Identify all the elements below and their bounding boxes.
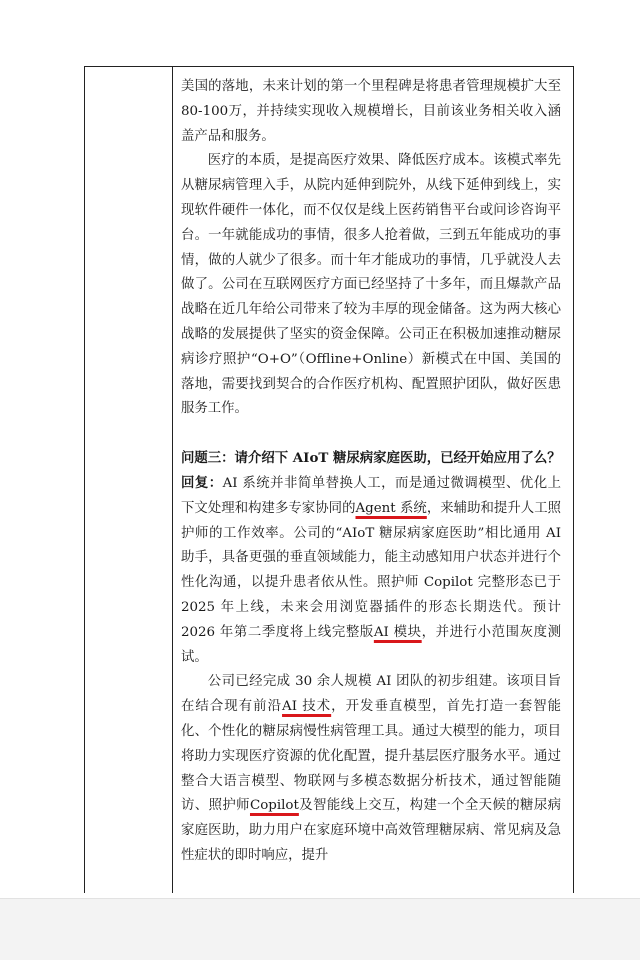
answer-text: 及智能线上交互，构建一个全天候的糖尿病家庭医助，助力用户在家庭环境中高效管理糖尿病、常见病及急性症状的即时响应，提升 bbox=[181, 798, 562, 863]
document-table bbox=[84, 66, 574, 893]
highlight-agent-system: Agent 系统 bbox=[355, 500, 427, 516]
table-content-cell bbox=[173, 67, 573, 893]
paragraph-continued: 美国的落地，未来计划的第一个里程碑是将患者管理规模扩大至80-100万，并持续实现收入规模增长，目前该业务相关收入涵盖产品和服务。 bbox=[181, 79, 561, 144]
highlight-copilot: Copilot bbox=[249, 798, 299, 814]
answer-paragraph-2 bbox=[181, 670, 561, 868]
answer-text: ，开发垂直模型，首先打造一套智能化、个性化的糖尿病慢性病管理工具。通过大模型的能力，项目将助力实现医疗资源的优化配置，提升基层医疗服务水平。通过整合大语言模型、物联网与多模态数据分析技术，通过智能随访、照护师 bbox=[181, 699, 562, 814]
answer-text: AI 系统并非简单替换人工，而是通过微调模型、优化上下文处理和构建多专家协同的 bbox=[181, 475, 562, 516]
question-three-heading: 问题三：请介绍下 AIoT 糖尿病家庭医助，已经开始应用了么？ bbox=[181, 450, 561, 467]
answer-text: ，并进行小范围灰度测试。 bbox=[181, 624, 561, 665]
answer-text: ，来辅助和提升人工照护师的工作效率。公司的“AIoT 糖尿病家庭医助”相比通用 AI 助手，具备更强的垂直领域能力，能主动感知用户状态并进行个性化沟通，以提升患者依从性。照护师 Copilot 完整形态已于 2025 年上线，未来会用浏览器插件的形态长期迭代。预计 2026 年第二季度将上线完整版 bbox=[181, 500, 562, 640]
answer-paragraph-1 bbox=[181, 471, 561, 670]
answer-label: 回复： bbox=[181, 474, 223, 491]
paragraph-gap bbox=[181, 422, 561, 446]
paragraph-medical-essence: 医疗的本质，是提高医疗效果、降低医疗成本。该模式率先从糖尿病管理入手，从院内延伸到院外，从线下延伸到线上，实现软件硬件一体化，而不仅仅是线上医药销售平台或问诊咨询平台。一年就能成功的事情，很多人抢着做，三到五年能成功的事情，做的人就少了很多。而十年才能成功的事情，几乎就没人去做了。公司在互联网医疗方面已经坚持了十多年，而且爆款产品战略在近几年给公司带来了较为丰厚的现金储备。这为两大核心战略的发展提供了坚实的资金保障。公司正在积极加速推动糖尿病诊疗照护“O+O”（Offline+Online）新模式在中国、美国的落地，需要找到契合的合作医疗机构、配置照护团队，做好医患服务工作。 bbox=[181, 153, 561, 417]
highlight-ai-module: AI 模块 bbox=[373, 624, 422, 640]
highlight-ai-technology: AI 技术 bbox=[282, 699, 332, 715]
answer-text: 公司已经完成 30 余人规模 AI 团队的初步组建。该项目旨在结合现有前沿 bbox=[181, 674, 561, 715]
page-footer-area bbox=[0, 898, 640, 960]
